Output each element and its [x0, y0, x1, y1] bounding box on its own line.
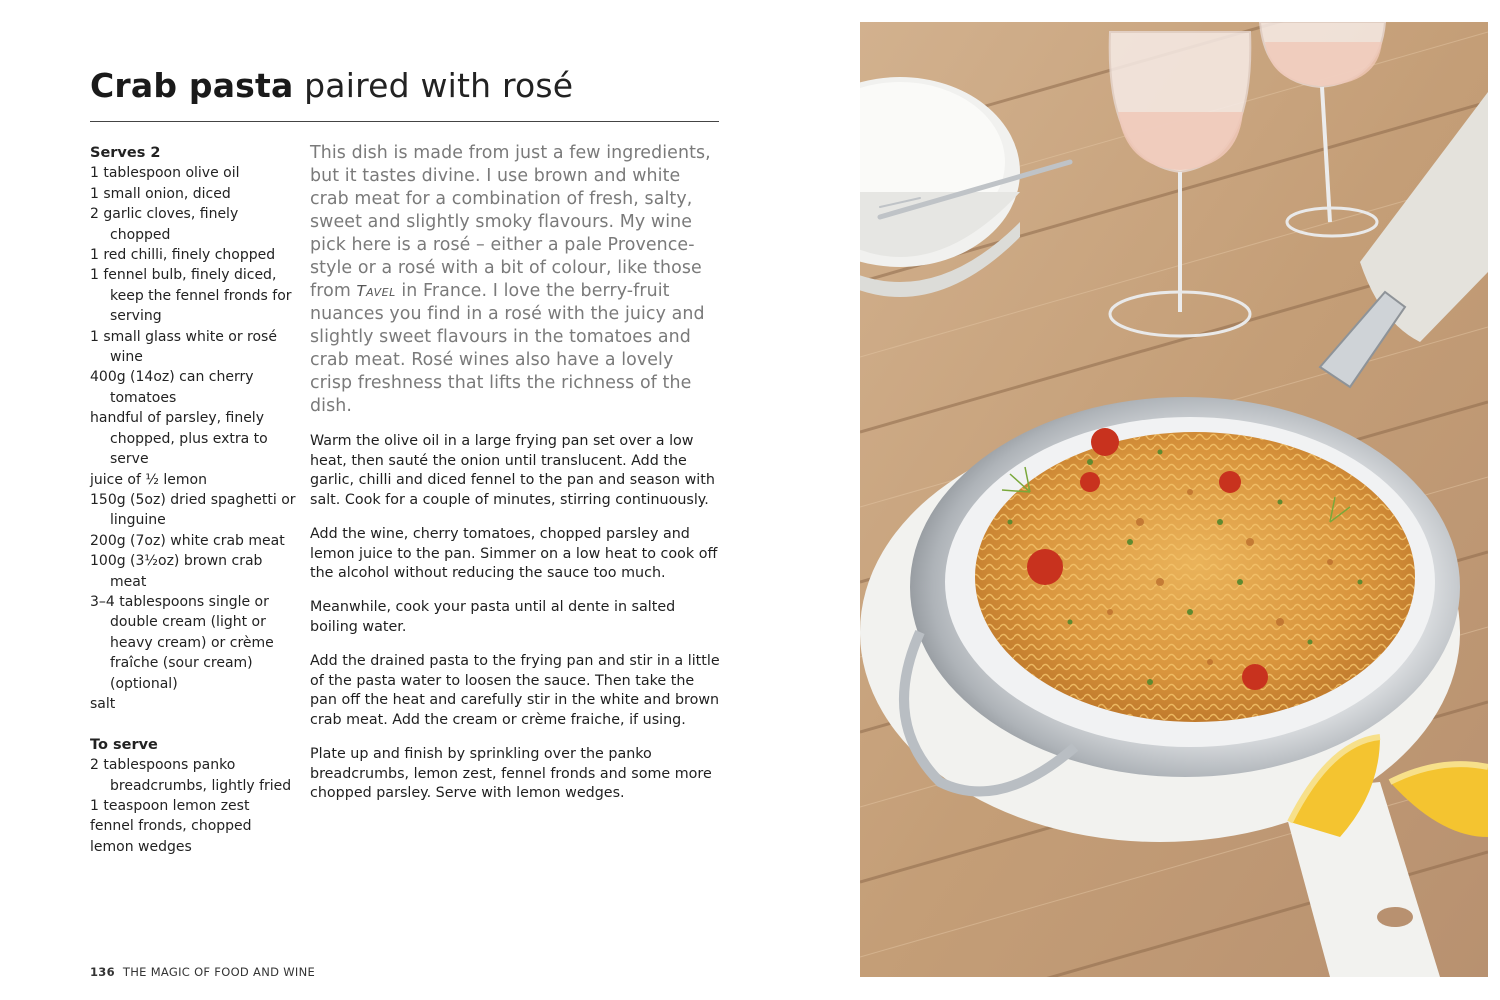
serve-item: fennel fronds, chopped — [90, 818, 252, 835]
running-title: THE MAGIC OF FOOD AND WINE — [122, 965, 316, 979]
intro-text-end: in France. I love the berry-fruit nuances you find in a rosé with the juicy and slightly sweet flavours in the tomatoes and crab meat. Rosé wines also have a lovely crisp freshness that lifts the richness of the dish. — [310, 281, 705, 416]
to-serve-list — [90, 755, 300, 857]
to-serve-heading: To serve — [90, 736, 158, 753]
ingredient-item: 3–4 tablespoons single or double cream (light or heavy cream) or crème fraîche (sour cream) (optional) — [90, 593, 274, 692]
method-column — [310, 432, 722, 818]
page-footer — [90, 965, 315, 979]
title-main: Crab pasta — [90, 66, 294, 105]
method-step: Plate up and finish by sprinkling over the panko breadcrumbs, lemon zest, fennel fronds and some more chopped parsley. Serve with lemon wedges. — [310, 746, 712, 802]
method-step: Warm the olive oil in a large frying pan set over a low heat, then sauté the onion until translucent. Add the garlic, chilli and diced fennel to the pan and season with salt. Cook for a couple of minutes, stirring continuously. — [310, 433, 715, 508]
recipe-photo — [860, 22, 1488, 977]
ingredient-item: 1 small glass white or rosé wine — [90, 328, 277, 366]
ingredient-item: handful of parsley, finely chopped, plus extra to serve — [90, 410, 268, 468]
title-rest: paired with rosé — [304, 66, 574, 105]
recipe-title — [90, 66, 573, 105]
ingredient-item: juice of ½ lemon — [90, 471, 207, 488]
intro-text-start: This dish is made from just a few ingredients, but it tastes divine. I use brown and white crab meat for a combination of fresh, salty, sweet and slightly smoky flavours. My wine pick here is a rosé – either a pale Provence-style or a rosé with a bit of colour, like those from — [310, 143, 711, 301]
serve-item: 1 teaspoon lemon zest — [90, 797, 250, 814]
ingredient-item: 400g (14oz) can cherry tomatoes — [90, 369, 254, 406]
ingredient-item: 150g (5oz) dried spaghetti or linguine — [90, 491, 296, 529]
method-step: Meanwhile, cook your pasta until al dente in salted boiling water. — [310, 599, 676, 635]
ingredient-item: 1 tablespoon olive oil — [90, 165, 240, 182]
ingredient-item: 200g (7oz) white crab meat — [90, 532, 285, 549]
crab-pasta-illustration — [860, 22, 1488, 977]
intro-highlight-tavel: Tavel — [356, 282, 396, 300]
page-number: 136 — [90, 965, 115, 979]
intro-paragraph — [310, 142, 720, 418]
ingredient-item: 100g (3½oz) brown crab meat — [90, 553, 263, 590]
spacer — [90, 714, 300, 734]
serves-heading: Serves 2 — [90, 145, 161, 161]
method-step: Add the drained pasta to the frying pan and stir in a little of the pasta water to loosen the sauce. Then take the pan off the heat and carefully stir in the white and brown crab meat. Add the cream or crème fraiche, if using. — [310, 653, 720, 728]
serve-item: lemon wedges — [90, 838, 192, 855]
ingredient-item: 2 garlic cloves, finely chopped — [90, 206, 239, 243]
ingredient-item: salt — [90, 695, 116, 712]
serve-item: 2 tablespoons panko breadcrumbs, lightly fried — [90, 757, 292, 794]
ingredient-item: 1 fennel bulb, finely diced, keep the fennel fronds for serving — [90, 267, 292, 325]
ingredient-item: 1 red chilli, finely chopped — [90, 247, 276, 264]
ingredient-list — [90, 163, 300, 714]
ingredient-item: 1 small onion, diced — [90, 185, 231, 202]
method-step: Add the wine, cherry tomatoes, chopped parsley and lemon juice to the pan. Simmer on a low heat to cook off the alcohol without reducing the sauce too much. — [310, 525, 718, 582]
title-divider — [90, 121, 719, 122]
ingredients-column — [90, 143, 300, 857]
